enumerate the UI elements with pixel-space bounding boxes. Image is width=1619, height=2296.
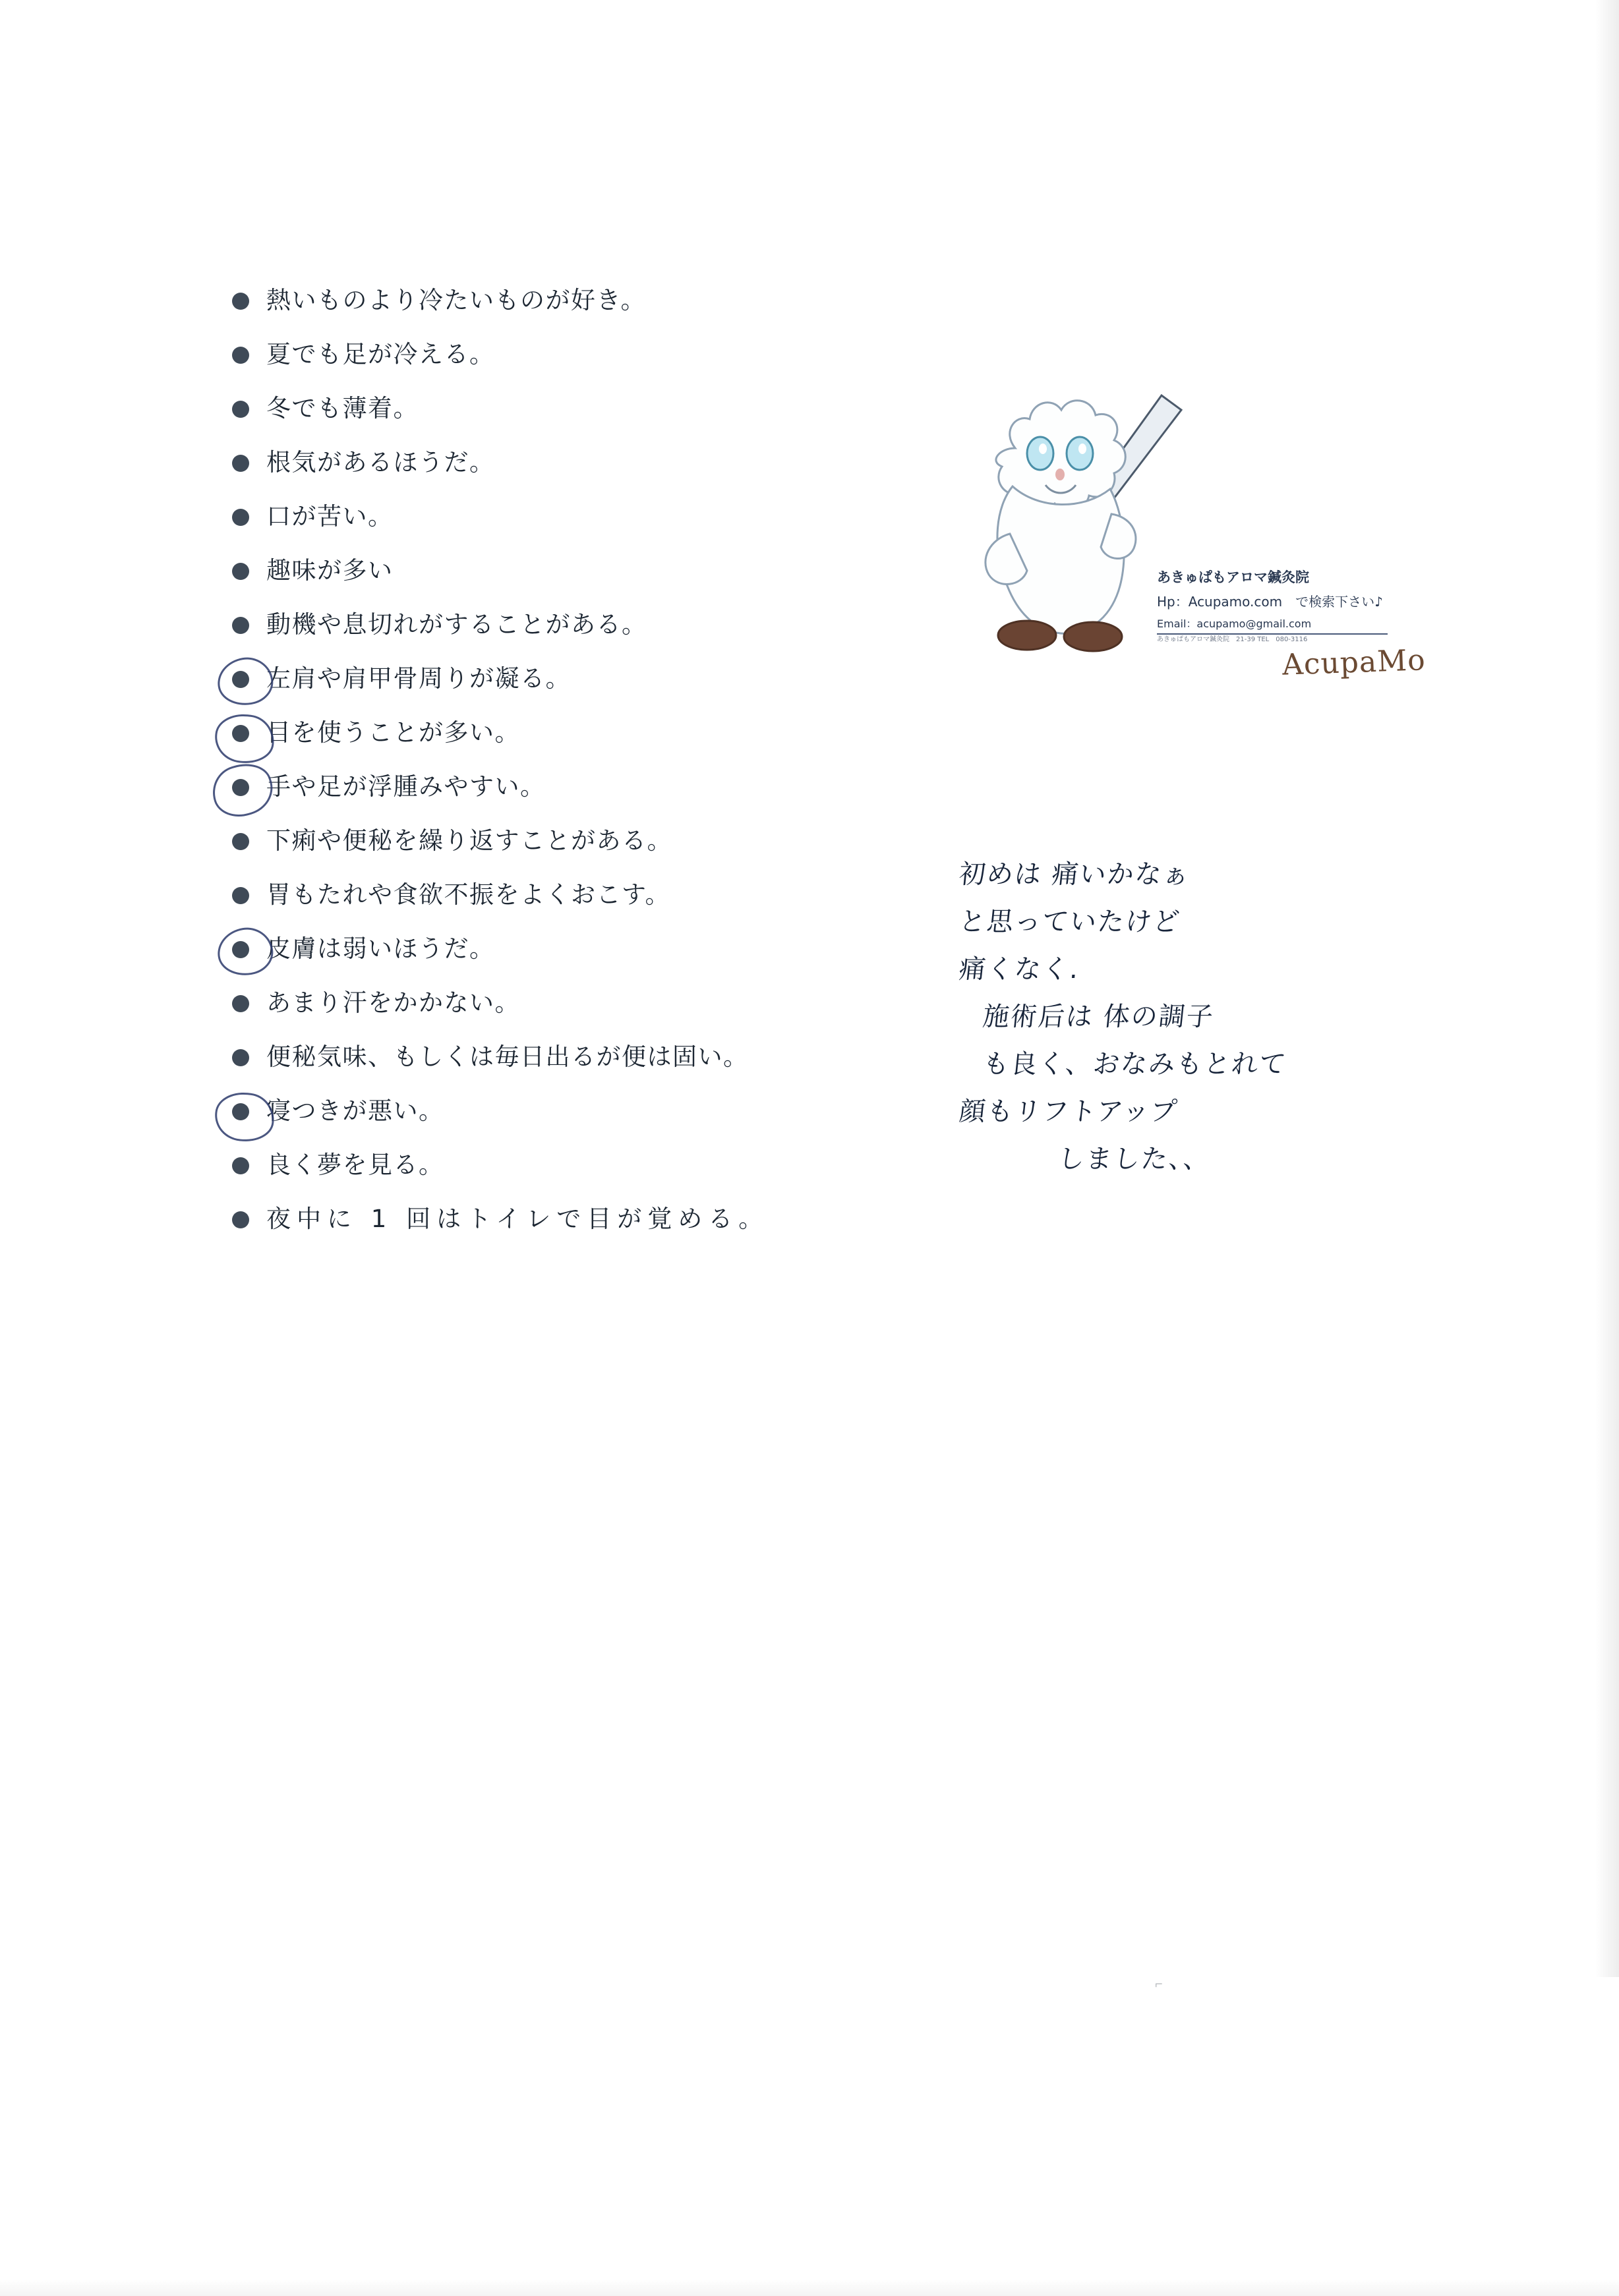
bullet-icon bbox=[232, 455, 249, 472]
list-item-label: 寝つきが悪い。 bbox=[266, 1097, 444, 1125]
bullet-icon bbox=[232, 1049, 249, 1066]
list-item-label: 根気があるほうだ。 bbox=[266, 448, 495, 476]
symptom-checklist bbox=[232, 283, 957, 1256]
list-item-label: 夏でも足が冷える。 bbox=[266, 340, 495, 368]
list-item-label: 口が苦い。 bbox=[266, 502, 394, 531]
handwritten-line: 痛くなく. bbox=[957, 954, 1082, 985]
bullet-icon bbox=[232, 995, 249, 1012]
list-item-label: 左肩や肩甲骨周りが凝る。 bbox=[266, 664, 571, 693]
handwritten-line: と思っていたけど bbox=[957, 907, 1183, 937]
list-item[interactable] bbox=[232, 716, 957, 750]
list-item[interactable] bbox=[232, 283, 957, 318]
clinic-stamp bbox=[1157, 567, 1388, 635]
list-item-label: 夜中に 1 回はトイレで目が覚める。 bbox=[266, 1205, 769, 1233]
list-item-label: 便秘気味、もしくは毎日出るが便は固い。 bbox=[266, 1043, 749, 1071]
scan-artifact-mark: ⌐ bbox=[1155, 1977, 1163, 1992]
mascot-character-icon bbox=[916, 369, 1220, 738]
clinic-stamp-fineprint: あきゅぱもアロマ鍼灸院 21-39 TEL 080-3116 bbox=[1157, 636, 1308, 643]
handwritten-line: しました、、 bbox=[1056, 1144, 1213, 1174]
scan-edge-shadow bbox=[1595, 0, 1619, 1977]
handwritten-line: 顔もリフトアップ bbox=[957, 1097, 1180, 1127]
clinic-email: Email：acupamo@gmail.com bbox=[1157, 617, 1312, 630]
bullet-icon bbox=[232, 1157, 249, 1174]
bullet-icon bbox=[232, 617, 249, 634]
list-item-label: 熱いものより冷たいものが好き。 bbox=[266, 286, 647, 314]
clinic-website: Hp：Acupamo.com で検索下さい♪ bbox=[1157, 594, 1383, 610]
handwritten-line: も良く、おなみもとれて bbox=[981, 1049, 1289, 1079]
handwritten-note bbox=[959, 857, 1552, 1189]
bullet-icon bbox=[232, 833, 249, 850]
handwritten-line: 施術后は 体の調子 bbox=[981, 1002, 1216, 1032]
bullet-icon bbox=[232, 347, 249, 364]
list-item[interactable] bbox=[232, 554, 957, 588]
list-item[interactable] bbox=[232, 1148, 957, 1182]
brand-handwriting: AcupaMo bbox=[1281, 643, 1427, 682]
list-item-label: 趣味が多い bbox=[266, 556, 394, 585]
bullet-icon bbox=[232, 725, 249, 742]
list-item-label: 手や足が浮腫みやすい。 bbox=[266, 772, 546, 801]
list-item-label: 良く夢を見る。 bbox=[266, 1151, 444, 1179]
bullet-icon bbox=[232, 1211, 249, 1228]
list-item[interactable] bbox=[232, 878, 957, 912]
list-item-label: 皮膚は弱いほうだ。 bbox=[266, 934, 495, 963]
bullet-icon bbox=[232, 1103, 249, 1120]
list-item[interactable] bbox=[232, 1094, 957, 1128]
mascot-illustration-block bbox=[877, 369, 1427, 804]
list-item-label: 動機や息切れがすることがある。 bbox=[266, 610, 647, 639]
list-item[interactable] bbox=[232, 337, 957, 372]
list-item[interactable] bbox=[232, 1202, 957, 1236]
list-item[interactable] bbox=[232, 500, 957, 534]
list-item[interactable] bbox=[232, 770, 957, 804]
scan-bottom-shadow bbox=[0, 2279, 1619, 2296]
list-item[interactable] bbox=[232, 608, 957, 642]
list-item-label: 目を使うことが多い。 bbox=[266, 718, 520, 747]
list-item-label: 冬でも薄着。 bbox=[266, 394, 419, 422]
bullet-icon bbox=[232, 563, 249, 580]
bullet-icon bbox=[232, 779, 249, 796]
bullet-icon bbox=[232, 941, 249, 958]
bullet-icon bbox=[232, 509, 249, 526]
bullet-icon bbox=[232, 401, 249, 418]
list-item[interactable] bbox=[232, 662, 957, 696]
clinic-name: あきゅぱもアロマ鍼灸院 bbox=[1157, 569, 1309, 585]
list-item-label: あまり汗をかかない。 bbox=[266, 989, 520, 1017]
list-item[interactable] bbox=[232, 445, 957, 480]
list-item[interactable] bbox=[232, 932, 957, 966]
list-item-label: 胃もたれや食欲不振をよくおこす。 bbox=[266, 880, 671, 909]
bullet-icon bbox=[232, 671, 249, 688]
list-item[interactable] bbox=[232, 824, 957, 858]
list-item[interactable] bbox=[232, 1040, 957, 1074]
bullet-icon bbox=[232, 293, 249, 310]
list-item-label: 下痢や便秘を繰り返すことがある。 bbox=[266, 826, 672, 855]
list-item[interactable] bbox=[232, 391, 957, 426]
list-item[interactable] bbox=[232, 986, 957, 1020]
handwritten-line: 初めは 痛いかなぁ bbox=[957, 859, 1192, 890]
bullet-icon bbox=[232, 887, 249, 904]
